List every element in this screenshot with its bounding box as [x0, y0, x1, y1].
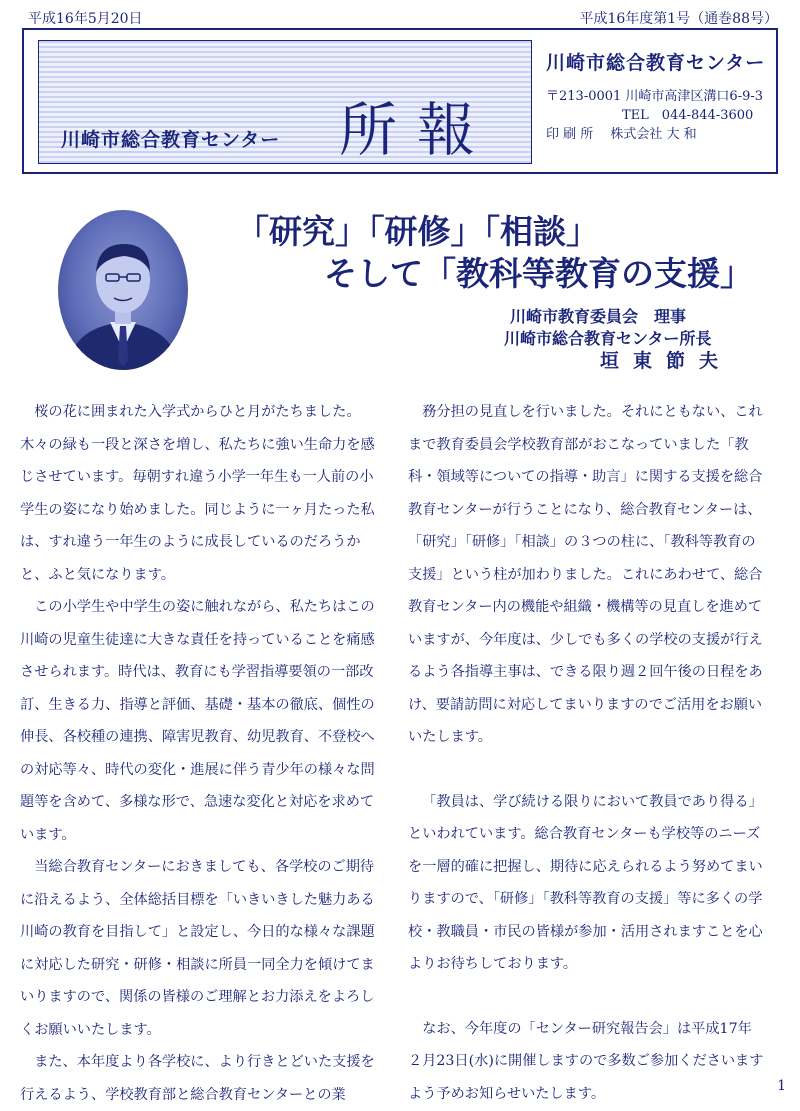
headline-line-1: 「研究」「研修」「相談」 [236, 212, 599, 251]
masthead-banner [38, 40, 532, 164]
center-name: 川崎市総合教育センター [61, 129, 281, 151]
director-portrait-photo [58, 210, 188, 370]
portrait-illustration [58, 210, 188, 370]
publisher-name: 川崎市総合教育センター [546, 52, 766, 74]
author-name: 垣東節夫 [600, 350, 733, 372]
issue-number: 平成16年度第1号（通巻88号） [579, 11, 778, 27]
paragraph: 「教員は、学び続ける限りにおいて教員であり得る」といわれています。総合教育センターも学校等のニーズを一層的確に把握し、期待に応えられるよう努めてまいりますので、「研修」「教科等教育の支援」等に多くの学校・教職員・市民の皆様が参加・活用されますことを心よりお待ちしております。 [408, 793, 763, 972]
masthead [22, 28, 778, 174]
article-column-right [408, 396, 764, 1110]
author-block [504, 306, 733, 372]
paragraph: 務分担の見直しを行いました。それにともない、これまで教育委員会学校教育部がおこなっていました「教科・領域等についての指導・助言」に関する支援を総合教育センターが行うことになり、総合教育センターは、「研究」「研修」「相談」の３つの柱に、「教科等教育の支援」という柱が加わりました。これにあわせて、総合教育センター内の機能や組織・機構等の見直しを進めていますが、今年度は、少しでも多くの学校の支援が行えるよう各指導主事は、できる限り週２回午後の日程をあけ、要請訪問に対応してまいりますのでご活用をお願いいたします。 [408, 404, 763, 745]
newsletter-title: 所報 [339, 96, 496, 164]
article-column-left [20, 396, 376, 1111]
publisher-info [546, 48, 770, 144]
paragraph: 桜の花に囲まれた入学式からひと月がたちました。木々の緑も一段と深さを増し、私たちに強い生命力を感じさせています。毎朝すれ違う小学一年生も一人前の小学生の姿になり始めました。同じように一ヶ月たった私は、すれ違う一年生のように成長しているのだろうかと、ふと気になります。 [20, 404, 375, 583]
printer-info: 印 刷 所 株式会社 大 和 [546, 127, 697, 142]
paragraph: 当総合教育センターにおきましても、各学校のご期待に沿えるよう、全体総括目標を「いきいきした魅力ある川崎の教育を目指して」と設定し、今日的な様々な課題に対応した研究・研修・相談に所員一同全力を傾けてまいりますので、関係の皆様のご理解とお力添えをよろしくお願いいたします。 [20, 859, 375, 1038]
page-number: 1 [777, 1078, 786, 1094]
publisher-address: 〒213-0001 川崎市高津区溝口6-9-3 [546, 89, 764, 104]
article-headline [236, 212, 776, 294]
paragraph: なお、今年度の「センター研究報告会」は平成17年２月23日(水)に開催しますので多数ご参加くださいますよう予めお知らせいたします。 [408, 1020, 764, 1102]
headline-line-2: そして「教科等教育の支援」 [324, 254, 753, 293]
paragraph: また、本年度より各学校に、より行きとどいた支援を行えるよう、学校教育部と総合教育センターとの業 [20, 1054, 375, 1103]
paragraph: この小学生や中学生の姿に触れながら、私たちはこの川崎の児童生徒達に大きな責任を持っていることを痛感させられます。時代は、教育にも学習指導要領の一部改訂、生きる力、指導と評価、基礎・基本の徹底、個性の伸長、各校種の連携、障害児教育、幼児教育、不登校への対応等々、時代の変化・進展に伴う青少年の様々な問題等を含めて、多様な形で、急速な変化と対応を求めています。 [20, 599, 375, 843]
author-role-2: 川崎市総合教育センター所長 [504, 329, 712, 348]
issue-date: 平成16年5月20日 [28, 11, 143, 27]
author-role-1: 川崎市教育委員会 理事 [510, 307, 687, 326]
publisher-tel: TEL 044-844-3600 [622, 108, 754, 123]
